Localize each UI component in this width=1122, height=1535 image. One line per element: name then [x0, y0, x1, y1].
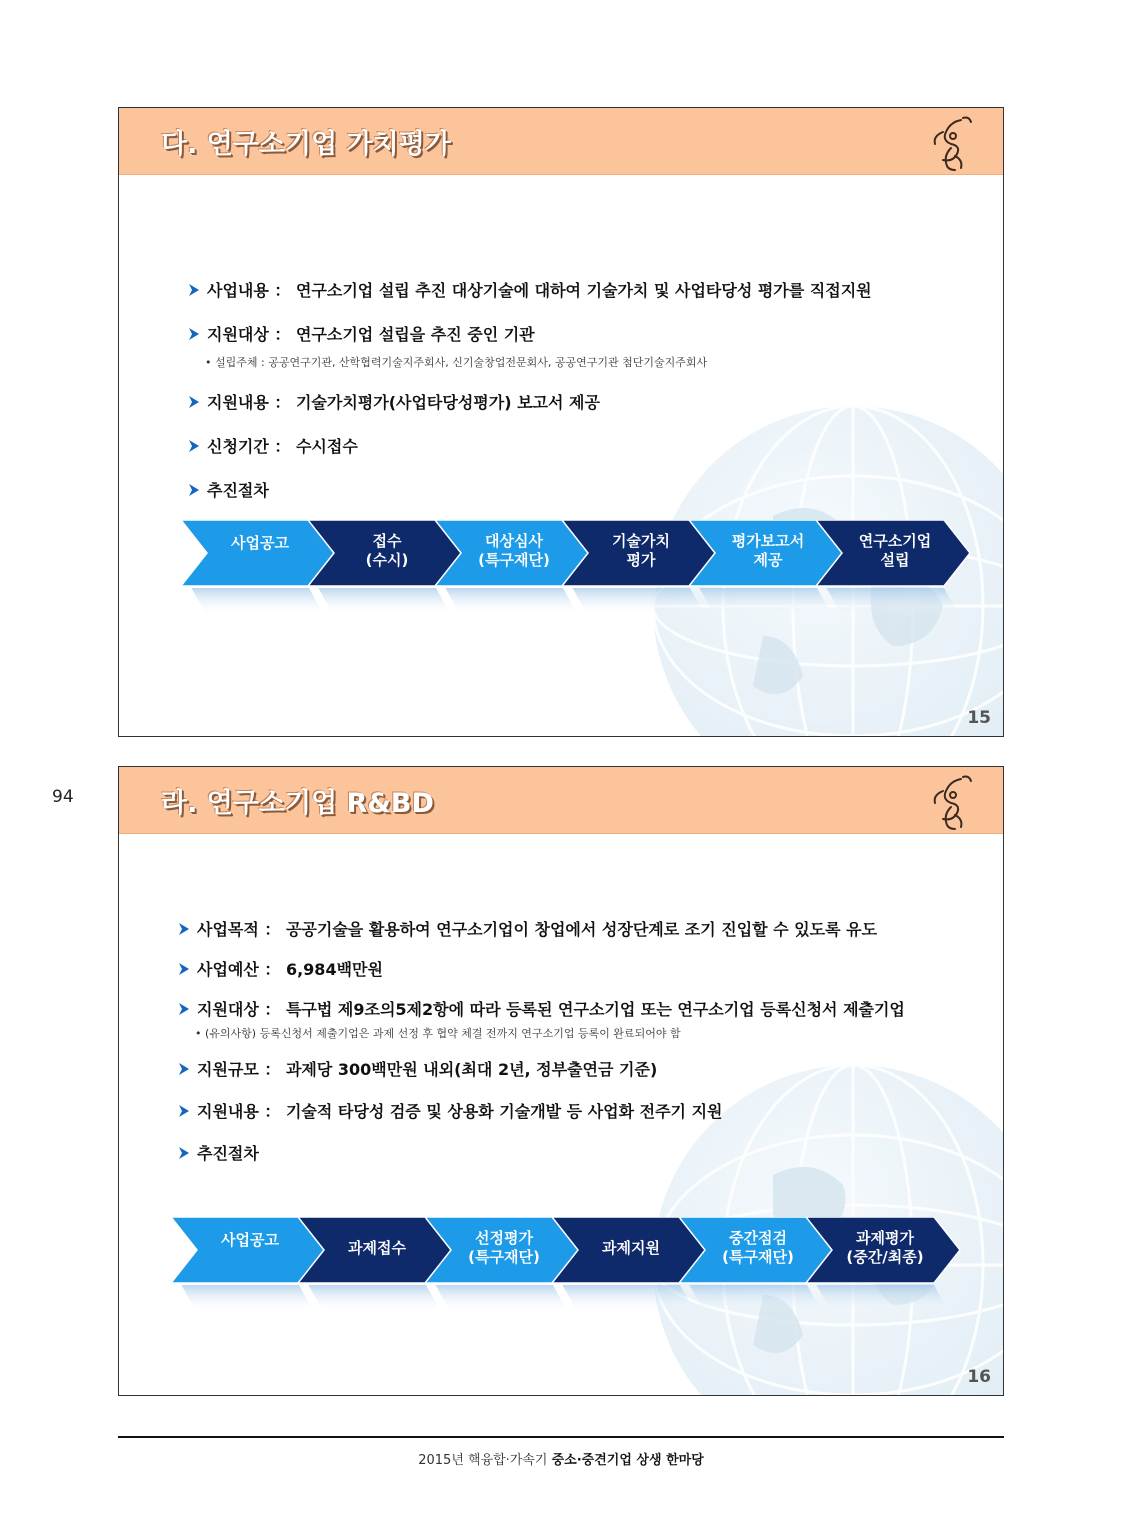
- step-reflection: [572, 588, 705, 616]
- step-label: 과제접수: [348, 1239, 406, 1257]
- slide-2: [118, 766, 1004, 1396]
- slide-title: 라. 연구소기업 R&BD: [161, 788, 434, 819]
- chevron-right-icon: [177, 1146, 191, 1160]
- globe-icon: [623, 1035, 1004, 1396]
- footer-bold: 중소·중견기업 상생 한마당: [551, 1453, 704, 1468]
- step-label: 기술가치 평가: [612, 532, 670, 569]
- mascot-logo-icon: [925, 771, 975, 833]
- list-item: [177, 997, 905, 1020]
- chevron-right-icon: [177, 1104, 191, 1118]
- item-text: 추진절차: [207, 481, 269, 500]
- footer-divider: [118, 1436, 1004, 1438]
- step-reflection: [562, 1285, 695, 1313]
- list-item: [177, 1057, 657, 1080]
- step-label: 평가보고서 제공: [731, 532, 805, 569]
- chevron-right-icon: [177, 922, 191, 936]
- step-reflection: [689, 1285, 822, 1313]
- item-text: 지원내용 ： 기술적 타당성 검증 및 상용화 기술개발 등 사업화 전주기 지원: [197, 1102, 723, 1121]
- step-label: 과제평가 (중간/최종): [846, 1229, 924, 1266]
- step-reflection: [445, 588, 578, 616]
- chevron-right-icon: [187, 483, 201, 497]
- item-text: 지원규모 ： 과제당 300백만원 내외(최대 2년, 정부출연금 기준): [197, 1060, 658, 1079]
- item-text: 사업목적 ： 공공기술을 활용하여 연구소기업이 창업에서 성장단계로 조기 진입할 수 있도록 유도: [197, 920, 878, 939]
- step-reflection: [181, 1285, 314, 1313]
- list-item: [177, 1099, 723, 1122]
- step-label: 과제지원: [602, 1239, 660, 1257]
- step-label: 중간점검 (특구재단): [722, 1229, 794, 1266]
- step-label: 사업공고: [231, 534, 289, 552]
- step-reflection: [699, 588, 832, 616]
- list-item: [187, 478, 269, 501]
- document-page-number: 94: [52, 787, 74, 807]
- chevron-right-icon: [187, 283, 201, 297]
- list-item: [187, 278, 872, 301]
- step-label: 선정평가 (특구재단): [468, 1229, 540, 1266]
- list-item: [187, 322, 535, 345]
- item-text: 지원대상 ： 연구소기업 설립을 추진 중인 기관: [207, 325, 535, 344]
- step-label: 접수 (수시): [365, 532, 409, 569]
- chevron-right-icon: [177, 1062, 191, 1076]
- mascot-logo-icon: [925, 112, 975, 174]
- list-item: [177, 917, 877, 940]
- step-chevron: [171, 1217, 325, 1283]
- chevron-right-icon: [187, 439, 201, 453]
- item-text: 신청기간 ： 수시접수: [207, 437, 358, 456]
- item-note: • 설립주체 : 공공연구기관, 산학협력기술지주회사, 신기술창업전문회사, 공공연구기관 첨단기술지주회사: [205, 356, 708, 369]
- step-label: 대상심사 (특구재단): [478, 532, 550, 569]
- slide-page-number: 15: [967, 708, 991, 728]
- item-text: 지원내용 ： 기술가치평가(사업타당성평가) 보고서 제공: [207, 393, 600, 412]
- list-item: [177, 1141, 259, 1164]
- slide-title: 다. 연구소기업 가치평가: [161, 129, 451, 160]
- process-flow: [171, 1217, 961, 1327]
- step-reflection: [308, 1285, 441, 1313]
- step-reflection: [318, 588, 451, 616]
- list-item: [187, 390, 600, 413]
- step-label: 사업공고: [221, 1231, 279, 1249]
- process-flow: [181, 520, 971, 630]
- step-reflection: [435, 1285, 568, 1313]
- step-chevron: [181, 520, 335, 586]
- item-note: • (유의사항) 등록신청서 제출기업은 과제 선정 후 협약 체결 전까지 연구소기업 등록이 완료되어야 함: [195, 1027, 681, 1040]
- step-label: 연구소기업 설립: [858, 532, 932, 569]
- step-reflection: [816, 1285, 949, 1313]
- chevron-right-icon: [177, 962, 191, 976]
- item-text: 지원대상 ： 특구법 제9조의5제2항에 따라 등록된 연구소기업 또는 연구소기업 등록신청서 제출기업: [197, 1000, 905, 1019]
- item-text: 사업내용 ： 연구소기업 설립 추진 대상기술에 대하여 기술가치 및 사업타당성 평가를 직접지원: [207, 281, 872, 300]
- chevron-right-icon: [177, 1002, 191, 1016]
- footer-prefix: 2015년 핵융합·가속기: [418, 1453, 552, 1468]
- item-text: 사업예산 ： 6,984백만원: [197, 960, 383, 979]
- list-item: [187, 434, 358, 457]
- item-text: 추진절차: [197, 1144, 259, 1163]
- chevron-right-icon: [187, 395, 201, 409]
- step-reflection: [191, 588, 324, 616]
- slide-page-number: 16: [967, 1367, 991, 1387]
- list-item: [177, 957, 383, 980]
- slide-1: [118, 107, 1004, 737]
- footer: [0, 1449, 1122, 1468]
- step-reflection: [826, 588, 959, 616]
- chevron-right-icon: [187, 327, 201, 341]
